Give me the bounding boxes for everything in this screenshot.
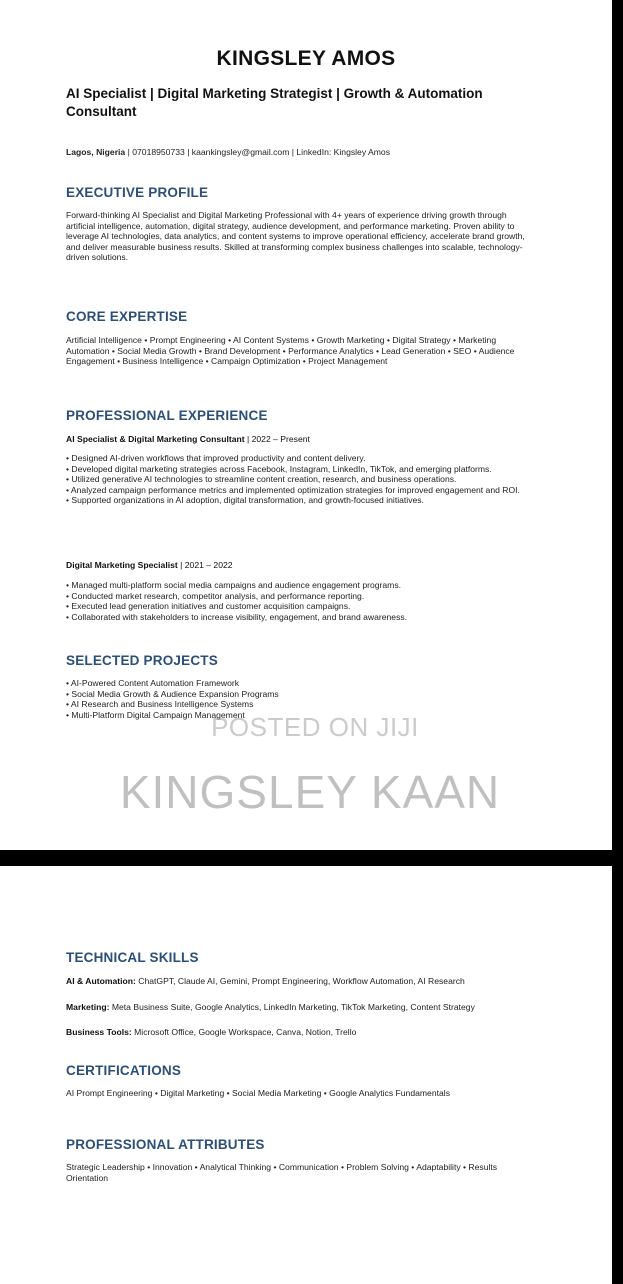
watermark-posted: POSTED ON JIJI	[211, 712, 419, 742]
section-title-technical-skills: TECHNICAL SKILLS	[66, 950, 199, 965]
section-title-executive-profile: EXECUTIVE PROFILE	[66, 185, 209, 200]
skill-label: AI & Automation:	[66, 976, 136, 986]
job-period: | 2022 – Present	[244, 434, 310, 444]
core-expertise-text: Artificial Intelligence • Prompt Engineering • AI Content Systems • Growth Marketing • Digital Strategy • Marketing Automation • Social Media Growth • Brand Development • Performance Analytics • Lead Generation • SEO • Audience Engagement • Business Intelligence • Campaign Optimization • Project Management	[66, 335, 515, 367]
job-heading	[66, 434, 536, 444]
list-item: • Executed lead generation initiatives and customer acquisition campaigns.	[66, 601, 351, 612]
section-title-projects: SELECTED PROJECTS	[66, 653, 218, 668]
skill-value: ChatGPT, Claude AI, Gemini, Prompt Engineering, Workflow Automation, AI Research	[135, 976, 465, 986]
section-title-attributes: PROFESSIONAL ATTRIBUTES	[66, 1137, 265, 1152]
contact-details: | 07018950733 | kaankingsley@gmail.com | LinkedIn: Kingsley Amos	[125, 147, 391, 157]
candidate-name: KINGSLEY AMOS	[216, 47, 396, 70]
list-item: • Designed AI-driven workflows that improved productivity and content delivery.	[66, 453, 366, 463]
attributes-text: Strategic Leadership • Innovation • Analytical Thinking • Communication • Problem Solving • Adaptability • Results Orientation	[66, 1162, 498, 1183]
job-bullets	[66, 453, 531, 506]
skill-label: Business Tools:	[66, 1027, 132, 1037]
contact-line	[66, 147, 566, 157]
section-title-certifications: CERTIFICATIONS	[66, 1063, 182, 1078]
list-item: • Social Media Growth & Audience Expansion Programs	[66, 688, 279, 699]
executive-profile-text: Forward-thinking AI Specialist and Digital Marketing Professional with 4+ years of experience driving growth through artificial intelligence, automation, digital strategy, audience development, and performance marketing. Proven ability to leverage AI technologies, data analytics, and content systems to improve operational efficiency, accelerate brand growth, and deliver measurable business results. Skilled at transforming complex business challenges into scalable, technology-driven solutions.	[66, 210, 525, 263]
job-bullets	[66, 580, 531, 622]
job-role: AI Specialist & Digital Marketing Consultant	[66, 434, 245, 444]
job-heading	[66, 560, 536, 570]
list-item: • AI Research and Business Intelligence Systems	[66, 699, 254, 710]
list-item: • Multi-Platform Digital Campaign Management	[66, 709, 245, 720]
resume-page-2	[0, 866, 612, 1284]
list-item: • Collaborated with stakeholders to increase visibility, engagement, and brand awareness.	[66, 611, 408, 622]
list-item: • Supported organizations in AI adoption, digital transformation, and growth-focused initiatives.	[66, 495, 424, 506]
list-item: • Conducted market research, competitor analysis, and performance reporting.	[66, 590, 365, 601]
skill-line	[66, 1002, 536, 1013]
skill-line	[66, 976, 536, 987]
section-title-experience: PROFESSIONAL EXPERIENCE	[66, 408, 268, 423]
list-item: • Analyzed campaign performance metrics and implemented optimization strategies for improved engagement and ROI.	[66, 484, 520, 495]
list-item: • Developed digital marketing strategies across Facebook, Instagram, LinkedIn, TikTok, and emerging platforms.	[66, 463, 492, 474]
list-item: • AI-Powered Content Automation Framework	[66, 678, 240, 688]
skill-line	[66, 1027, 536, 1038]
contact-location: Lagos, Nigeria	[66, 147, 126, 157]
skill-value: Microsoft Office, Google Workspace, Canva, Notion, Trello	[131, 1027, 357, 1037]
skill-label: Marketing:	[66, 1002, 110, 1012]
watermark-name: KINGSLEY KAAN	[119, 766, 501, 818]
headline: AI Specialist | Digital Marketing Strategist | Growth & Automation Consultant	[66, 86, 483, 119]
certifications-text: AI Prompt Engineering • Digital Marketing • Social Media Marketing • Google Analytics Fundamentals	[66, 1088, 450, 1098]
list-item: • Utilized generative AI technologies to streamline content creation, research, and business operations.	[66, 474, 457, 485]
section-title-core-expertise: CORE EXPERTISE	[66, 309, 188, 324]
skill-value: Meta Business Suite, Google Analytics, LinkedIn Marketing, TikTok Marketing, Content Strategy	[109, 1002, 475, 1012]
job-period: | 2021 – 2022	[177, 560, 233, 570]
list-item: • Managed multi-platform social media campaigns and audience engagement programs.	[66, 580, 402, 590]
job-role: Digital Marketing Specialist	[66, 560, 178, 570]
